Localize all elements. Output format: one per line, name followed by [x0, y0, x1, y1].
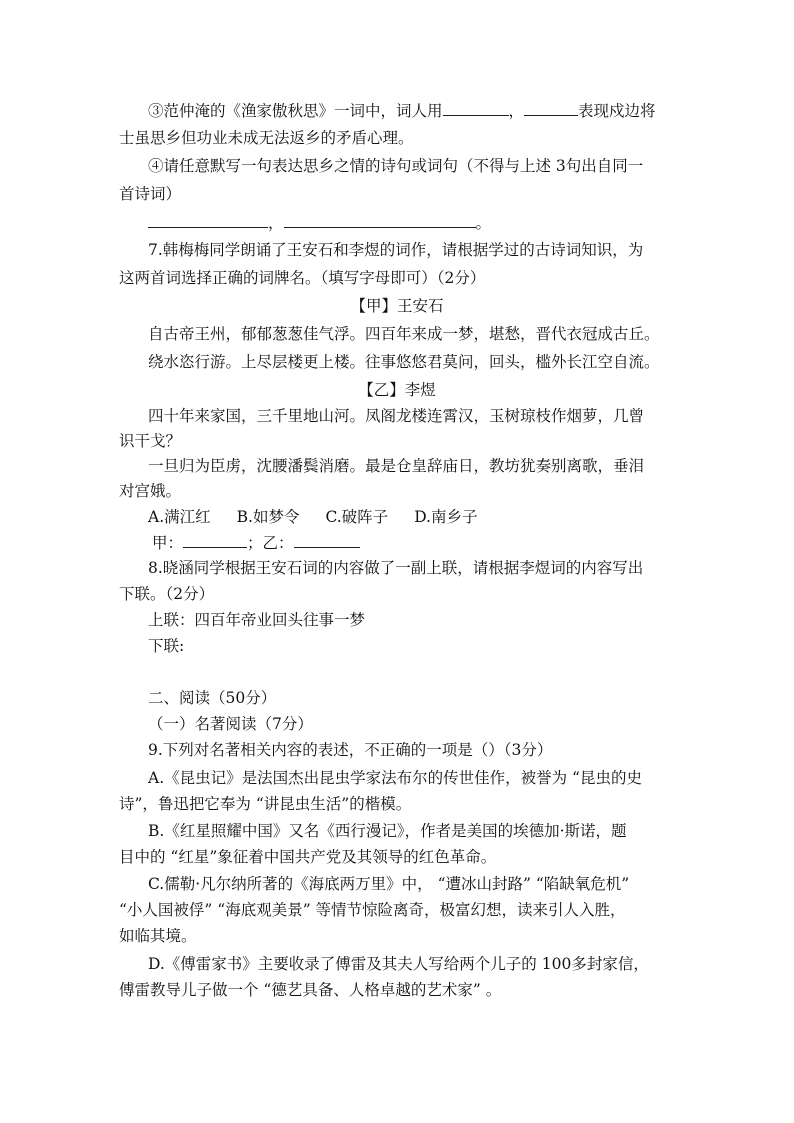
comma: ， — [268, 214, 284, 232]
option-d: D.南乡子 — [414, 508, 478, 526]
poem-yi-line1b: 识干戈？ — [119, 432, 182, 450]
poem-jia-line1: 自古帝王州，郁郁葱葱佳气浮。四百年来成一梦，堪愁，晋代衣冠成古丘。 — [148, 325, 660, 343]
poem-yi-title: 【乙】李煜 — [358, 381, 436, 399]
q6-item3-text-b: 表现戍边将 — [578, 102, 656, 120]
q9-option-a-line2: 诗”，鲁迅把它奉为 “讲昆虫生活”的楷模。 — [119, 795, 412, 813]
answer-blank[interactable] — [524, 100, 578, 116]
q9-option-c-line2: “小人国被俘” “海底观美景” 等情节惊险离奇，极富幻想，读来引人入胜， — [119, 901, 626, 919]
q9-option-b-line2: 目中的 “红星”象征着中国共产党及其领导的红色革命。 — [119, 848, 497, 866]
q6-item3-line1 — [148, 100, 656, 121]
answer-label-jia: 甲： — [152, 534, 184, 552]
q9-option-c-line1: C.儒勒·凡尔纳所著的《海底两万里》中， “遭冰山封路” “陷缺氧危机” — [148, 875, 630, 893]
q7-options — [148, 507, 478, 527]
q6-item4-line1: ④请任意默写一句表达思乡之情的诗句或词句（不得与上述 3句出自同一 — [148, 157, 644, 175]
q9-option-d-line1: D.《傅雷家书》主要收录了傅雷及其夫人写给两个儿子的 100多封家信， — [148, 955, 649, 973]
answer-blank[interactable] — [148, 212, 268, 228]
period: 。 — [475, 214, 492, 232]
poem-jia-title: 【甲】王安石 — [350, 297, 444, 315]
q9-option-b-line1: B.《红星照耀中国》又名《西行漫记》，作者是美国的埃德加·斯诺，题 — [148, 822, 627, 840]
poem-yi-line1a: 四十年来家国，三千里地山河。凤阁龙楼连霄汉，玉树琼枝作烟萝，几曾 — [148, 407, 645, 425]
comma: ， — [508, 102, 525, 120]
q9-option-c-line3: 如临其境。 — [119, 927, 197, 945]
option-c: C.破阵子 — [325, 508, 389, 526]
answer-blank-jia[interactable] — [183, 532, 247, 548]
option-b: B.如梦令 — [236, 508, 300, 526]
q6-item4-line2: 首诗词） — [119, 185, 182, 203]
q7-stem-line2: 这两首词选择正确的词牌名。（填写字母即可）（2分） — [119, 269, 486, 287]
q6-item3-text-a: ③范仲淹的《渔家傲秋思》一词中，词人用 — [148, 102, 443, 120]
answer-blank-yi[interactable] — [294, 532, 360, 548]
q6-item3-line2: 士虽思乡但功业未成无法返乡的矛盾心理。 — [119, 129, 414, 147]
q8-upper-couplet: 上联：四百年帝业回头往事一梦 — [148, 611, 366, 629]
q6-item4-answer-line — [148, 212, 491, 233]
q9-stem: 9.下列对名著相关内容的表述，不正确的一项是（）（3分） — [148, 741, 553, 759]
answer-blank[interactable] — [443, 100, 509, 116]
poem-jia-line2: 绕水恣行游。上尽层楼更上楼。往事悠悠君莫问，回头，槛外长江空自流。 — [148, 353, 660, 371]
q8-stem-line1: 8.晓涵同学根据王安石词的内容做了一副上联，请根据李煜词的内容写出 — [148, 559, 644, 577]
q7-stem-line1: 7.韩梅梅同学朗诵了王安石和李煜的词作，请根据学过的古诗词知识，为 — [148, 241, 644, 259]
poem-yi-line2b: 对宫娥。 — [119, 482, 182, 500]
option-a: A.满江红 — [148, 508, 211, 526]
q7-answer-line — [152, 532, 360, 553]
q8-lower-couplet-label: 下联: — [148, 637, 185, 655]
section-2-subtitle: （一）名著阅读（7分） — [148, 715, 313, 733]
poem-yi-line2a: 一旦归为臣虏，沈腰潘鬓消磨。最是仓皇辞庙日，教坊犹奏别离歌，垂泪 — [148, 457, 645, 475]
answer-blank[interactable] — [284, 212, 476, 228]
q8-stem-line2: 下联。（2分） — [119, 585, 215, 603]
q9-option-d-line2: 傅雷教导儿子做一个 “德艺具备、人格卓越的艺术家” 。 — [119, 981, 502, 999]
answer-label-yi: ；乙： — [247, 534, 294, 552]
section-2-title: 二、阅读（50分） — [148, 689, 277, 707]
q9-option-a-line1: A.《昆虫记》是法国杰出昆虫学家法布尔的传世佳作，被誉为 “昆虫的史 — [148, 769, 642, 787]
